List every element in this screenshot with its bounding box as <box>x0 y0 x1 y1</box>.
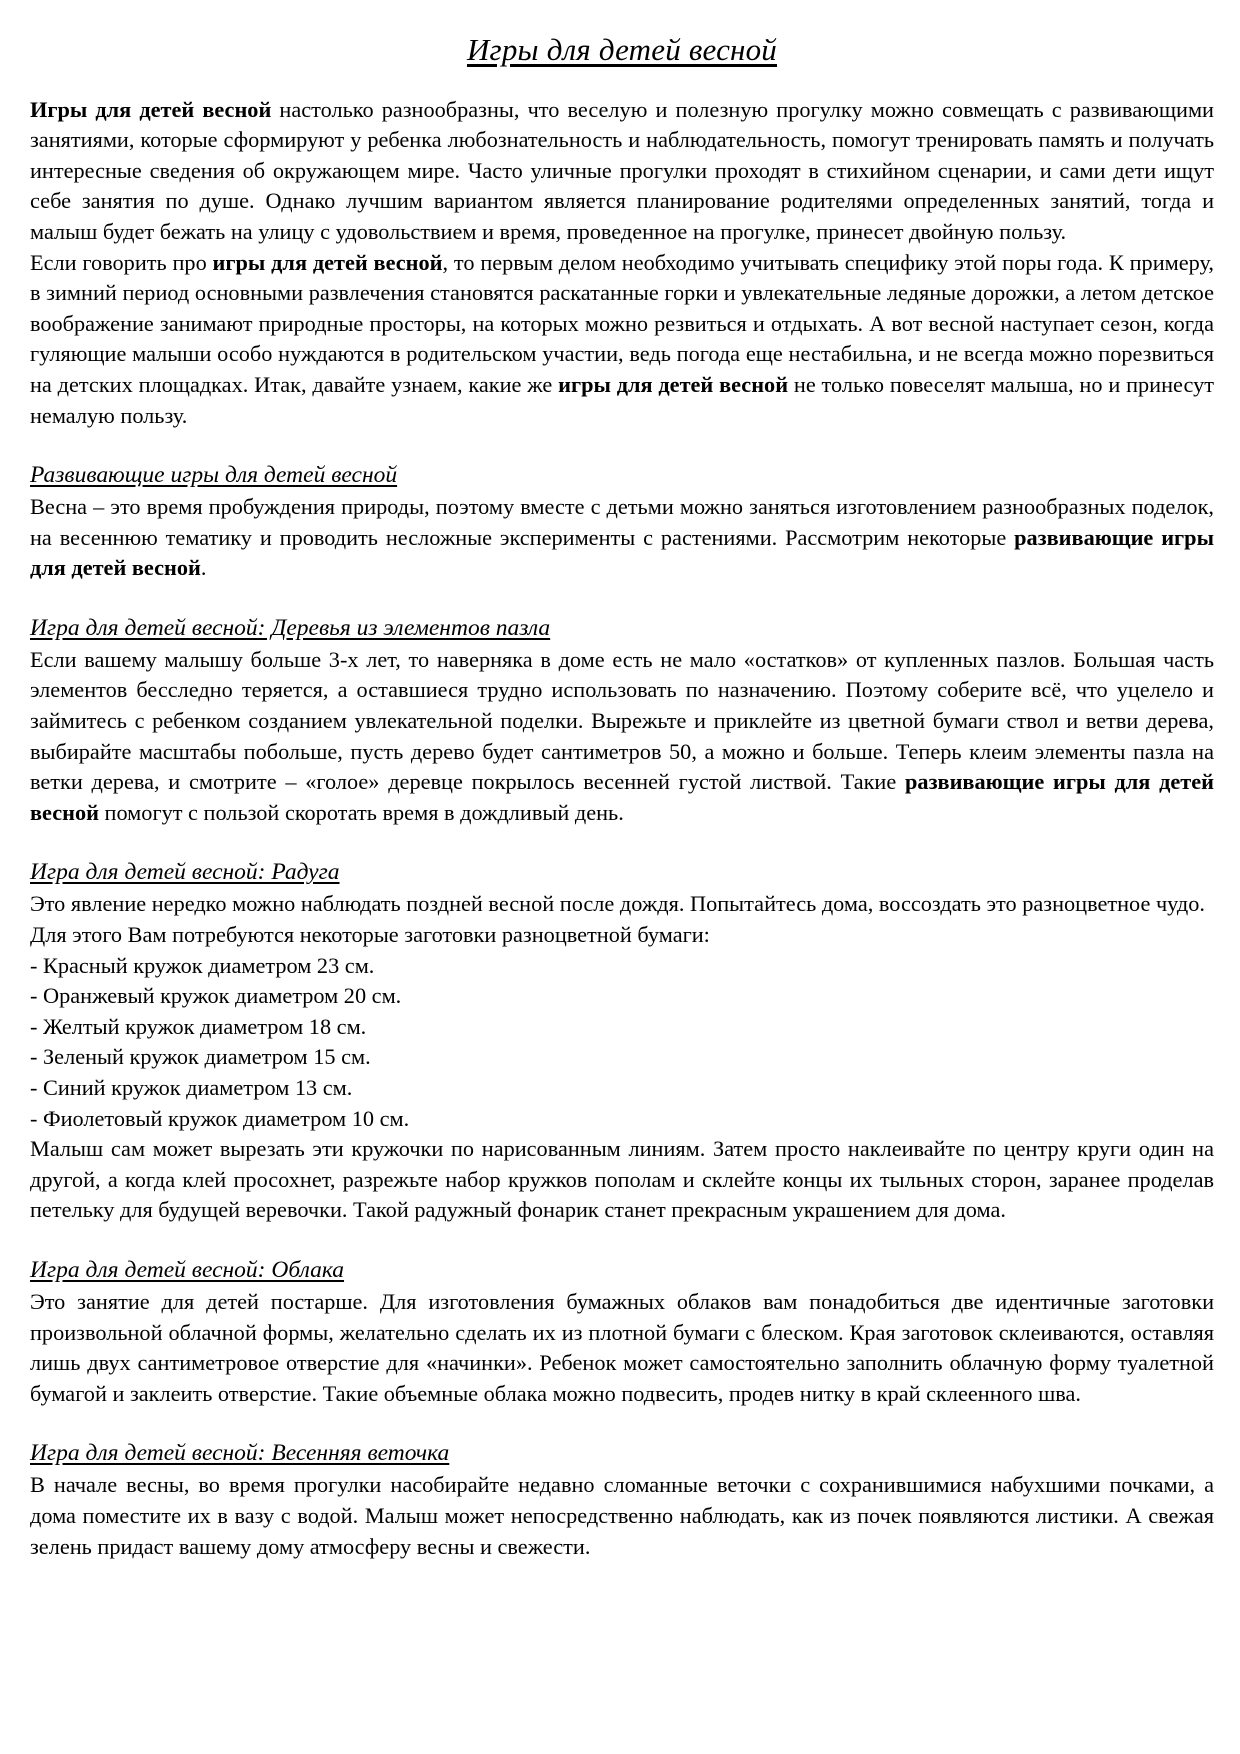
section-heading-text: Игра для детей весной: Радуга <box>30 859 340 886</box>
section-heading <box>30 858 1214 887</box>
list-item: - Фиолетовый кружок диаметром 10 см. <box>30 1105 410 1131</box>
raduga-intro-line-1: Это явление нередко можно наблюдать поздней весной после дождя. Попытайтесь дома, воссоздать это разноцветное чудо. <box>30 891 1205 917</box>
list-item: - Желтый кружок диаметром 18 см. <box>30 1013 367 1039</box>
section-text-bold: развивающие игры для детей весной <box>30 524 1214 581</box>
intro-p2-part-c: не только повеселят малыша, но и принесут немалую пользу. <box>30 371 1214 428</box>
section-text-a: Если вашему малышу больше 3-х лет, то наверняка в доме есть не мало «остатков» от купленных пазлов. Большая часть элементов бесследно теряется, а оставшиеся трудно использовать по назначению. Поэтому соберите всё, что уцелело и займитесь с ребенком созданием увлекательной поделки. Вырежьте и приклейте из цветной бумаги ствол и ветви дерева, выбирайте масштабы побольше, пусть дерево будет сантиметров 50, а можно и больше. Теперь клеим элементы пазла на ветки дерева, и смотрите – «голое» деревце покрылось весенней густой листвой. Такие <box>30 646 1214 795</box>
page-title-text: Игры для детей весной <box>466 32 778 67</box>
raduga-outro-paragraph: Малыш сам может вырезать эти кружочки по нарисованным линиям. Затем просто наклеивайте по центру круги один на другой, а когда клей просохнет, разрежьте набор кружков пополам и склейте концы их тыльных сторон, заранее проделав петельку для будущей веревочки. Такой радужный фонарик станет прекрасным украшением для дома. <box>30 1136 1214 1223</box>
raduga-circle-list <box>30 951 1214 1135</box>
list-item: - Зеленый кружок диаметром 15 см. <box>30 1044 371 1070</box>
section-razvivayushchie-igry <box>30 461 1214 584</box>
spacer <box>30 1226 1214 1256</box>
section-text-b: помогут с пользой скоротать время в дождливый день. <box>98 799 624 825</box>
list-item: - Оранжевый кружок диаметром 20 см. <box>30 983 402 1009</box>
section-heading <box>30 1439 1214 1468</box>
intro-paragraph-1-rest: настолько разнообразны, что веселую и полезную прогулку можно совмещать с развивающими занятиями, которые сформируют у ребенка любознательность и наблюдательность, помогут тренировать память и получать интересные сведения об окружающем мире. Часто уличные прогулки проходят в стихийном сценарии, и сами дети ищут себе занятия по душе. Однако лучшим вариантом является планирование родителями определенных занятий, тогда и малыш будет бежать на улицу с удовольствием и время, проведенное на прогулке, принесет двойную пользу. <box>30 96 1214 244</box>
section-oblaka <box>30 1256 1214 1409</box>
list-item: - Красный кружок диаметром 23 см. <box>30 952 375 978</box>
section-text-b: . <box>200 555 207 581</box>
section-text-a: Весна – это время пробуждения природы, поэтому вместе с детьми можно заняться изготовлением разнообразных поделок, на весеннюю тематику и проводить несложные эксперименты с растениями. Рассмотрим некоторые <box>30 494 1214 550</box>
intro-p2-bold-2: игры для детей весной <box>558 371 789 397</box>
section-raduga <box>30 858 1214 1226</box>
section-vesennyaya-vetochka <box>30 1439 1214 1562</box>
intro-p2-part-b: , то первым делом необходимо учитывать специфику этой поры года. К примеру, в зимний период основными развлечения становятся раскатанные горки и увлекательные ледяные дорожки, а летом детское воображение занимают природные просторы, на которых можно резвиться и отдыхать. А вот весной наступает сезон, когда гуляющие малыши особо нуждаются в родительском участии, ведь погода еще нестабильна, и не всегда можно порезвиться на детских площадках. Итак, давайте узнаем, какие же <box>30 249 1214 397</box>
section-paragraph <box>30 645 1214 829</box>
section-heading-text: Игра для детей весной: Весенняя веточка <box>30 1440 450 1467</box>
raduga-intro-line-2: Для этого Вам потребуются некоторые заготовки разноцветной бумаги: <box>30 922 710 948</box>
intro-p2-bold-1: игры для детей весной <box>212 249 443 275</box>
section-derevya-iz-elementov-pazla <box>30 614 1214 829</box>
intro-paragraph-1 <box>30 95 1214 248</box>
section-paragraph: Это занятие для детей постарше. Для изготовления бумажных облаков вам понадобиться две идентичные заготовки произвольной облачной формы, желательно сделать их из плотной бумаги с блеском. Края заготовок склеиваются, оставляя лишь двух сантиметровое отверстие для «начинки». Ребенок может самостоятельно заполнить облачную форму туалетной бумагой и заклеить отверстие. Такие объемные облака можно подвесить, продев нитку в край склеенного шва. <box>30 1288 1214 1406</box>
spacer <box>30 431 1214 461</box>
document-body <box>30 95 1214 1563</box>
spacer <box>30 828 1214 858</box>
section-heading <box>30 461 1214 490</box>
spacer <box>30 1409 1214 1439</box>
section-paragraph <box>30 492 1214 584</box>
section-heading <box>30 614 1214 643</box>
section-heading-text: Развивающие игры для детей весной <box>30 462 398 489</box>
intro-p2-part-a: Если говорить про <box>30 249 213 275</box>
page-title <box>30 32 1214 69</box>
intro-paragraph-2 <box>30 248 1214 432</box>
intro-lead-bold: Игры для детей весной <box>30 96 272 122</box>
list-item: - Синий кружок диаметром 13 см. <box>30 1075 353 1101</box>
section-heading-text: Игра для детей весной: Деревья из элементов пазла <box>30 614 551 641</box>
section-heading-text: Игра для детей весной: Облака <box>30 1256 345 1283</box>
spacer <box>30 584 1214 614</box>
section-heading <box>30 1256 1214 1285</box>
section-text-bold: развивающие игры для детей весной <box>30 769 1215 825</box>
section-paragraph: В начале весны, во время прогулки насобирайте недавно сломанные веточки с сохранившимися набухшими почками, а дома поместите их в вазу с водой. Малыш может непосредственно наблюдать, как из почек появляются листики. А свежая зелень придаст вашему дому атмосферу весны и свежести. <box>30 1472 1214 1559</box>
